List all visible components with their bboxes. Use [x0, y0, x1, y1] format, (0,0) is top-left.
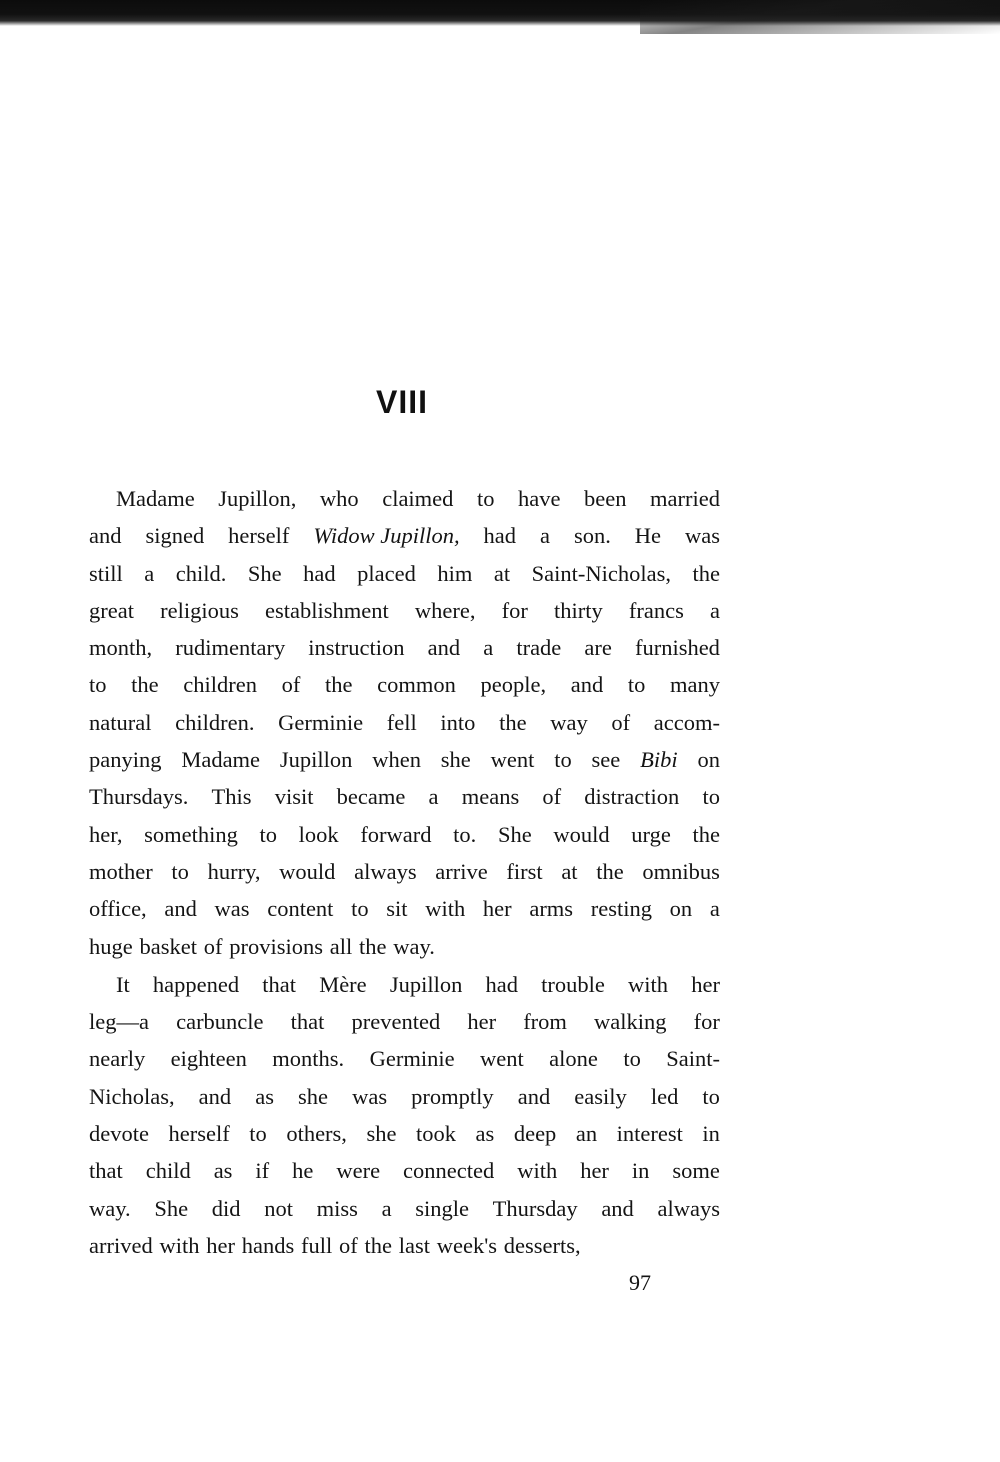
word: of	[611, 709, 631, 735]
word: Thursday	[492, 1195, 578, 1221]
word: her	[482, 896, 512, 922]
word: as	[213, 1158, 233, 1184]
word: where,	[414, 597, 476, 623]
body-text	[89, 480, 720, 1264]
word: means	[461, 784, 520, 810]
word: interest	[616, 1121, 683, 1147]
word: She	[154, 1195, 189, 1221]
word: for	[693, 1009, 720, 1035]
word: furnished	[634, 635, 720, 661]
word: Nicholas,	[89, 1083, 175, 1109]
word: provisions	[229, 933, 323, 959]
word: was	[352, 1083, 388, 1109]
text-line	[89, 1227, 720, 1264]
word: her	[580, 1158, 609, 1184]
chapter-title: VIII	[375, 384, 428, 420]
word: and	[601, 1195, 634, 1221]
word: child.	[175, 560, 227, 586]
word: a	[710, 597, 720, 623]
word: of	[542, 784, 562, 810]
word: religious	[160, 597, 239, 623]
word: Jupillon,	[218, 486, 297, 511]
text-line	[89, 1190, 720, 1227]
word: herself	[228, 523, 290, 549]
word: She	[247, 560, 282, 586]
word: signed	[145, 523, 205, 549]
word: the	[596, 858, 624, 884]
word: the	[359, 933, 387, 959]
word: been	[584, 486, 627, 511]
word: sit	[386, 896, 408, 922]
word: her	[467, 1009, 497, 1035]
word: son.	[573, 523, 611, 549]
word: way	[550, 709, 588, 735]
word: a	[709, 896, 720, 922]
word: did	[211, 1195, 241, 1221]
word: she	[440, 747, 471, 773]
word: into	[440, 709, 476, 735]
word: walking	[594, 1009, 667, 1035]
word: many	[669, 672, 720, 698]
word: Germinie	[278, 709, 364, 735]
word: to	[702, 784, 720, 810]
word: months.	[272, 1046, 345, 1072]
word: with	[517, 1158, 558, 1184]
word: Madame	[181, 747, 261, 773]
text-line	[89, 1152, 720, 1189]
word: for	[501, 597, 528, 623]
word: still	[89, 560, 123, 586]
word: He	[634, 523, 662, 549]
text-line	[89, 928, 720, 965]
word: not	[264, 1195, 293, 1221]
text-line	[89, 778, 720, 815]
word: arrived	[89, 1232, 153, 1258]
text-line	[89, 1078, 720, 1115]
word: prevented	[351, 1009, 441, 1035]
word: look	[298, 821, 339, 847]
word: would	[553, 821, 610, 847]
word: some	[672, 1158, 720, 1184]
word: children.	[175, 709, 255, 735]
word: the	[324, 672, 353, 698]
word: distraction	[584, 784, 680, 810]
word: her	[691, 971, 720, 997]
word: natural	[89, 709, 152, 735]
word: to	[476, 486, 495, 511]
word: always	[354, 858, 417, 884]
word: went	[479, 1046, 524, 1072]
word: a	[483, 635, 494, 661]
word: with	[159, 1232, 200, 1258]
word: others,	[286, 1121, 347, 1147]
word: mother	[89, 858, 153, 884]
word: Saint-	[666, 1046, 720, 1072]
word: people,	[480, 672, 547, 698]
word: eighteen	[170, 1046, 247, 1072]
word: week's	[436, 1232, 498, 1258]
word: hurry,	[207, 858, 261, 884]
word: to	[702, 1083, 720, 1109]
word: as	[475, 1121, 495, 1147]
word: placed	[357, 560, 416, 586]
word: easily	[574, 1083, 627, 1109]
word: to.	[453, 821, 477, 847]
word: resting	[590, 896, 652, 922]
word: he	[292, 1158, 314, 1184]
paragraph	[89, 480, 720, 965]
word: had	[483, 523, 517, 549]
word: promptly	[411, 1083, 494, 1109]
text-line	[89, 816, 720, 853]
word: thirty	[554, 597, 603, 623]
text-line	[89, 704, 720, 741]
word: the	[499, 709, 527, 735]
word: she	[298, 1083, 329, 1109]
word: from	[523, 1009, 567, 1035]
word: married	[650, 486, 720, 511]
word: the	[364, 1232, 392, 1258]
scan-edge-shadow	[640, 0, 1000, 34]
word: common	[377, 672, 456, 698]
word: to	[171, 858, 189, 884]
word: month,	[89, 635, 153, 661]
word: all	[329, 933, 353, 959]
word: children	[183, 672, 257, 698]
word: and	[427, 635, 461, 661]
word: always	[657, 1195, 720, 1221]
word: to	[623, 1046, 641, 1072]
word: leg—a	[89, 1009, 149, 1035]
word: at	[493, 560, 511, 586]
word: something	[144, 821, 238, 847]
word: fell	[386, 709, 417, 735]
word: she	[366, 1121, 397, 1147]
word: of	[203, 933, 223, 959]
word: on	[669, 896, 693, 922]
word: content	[267, 896, 334, 922]
word: the	[692, 821, 720, 847]
word: led	[650, 1083, 679, 1109]
paragraph	[89, 966, 720, 1264]
word: basket	[139, 933, 197, 959]
word: claimed	[382, 486, 454, 511]
text-line	[89, 890, 720, 927]
word: to	[259, 821, 278, 847]
word: instruction	[308, 635, 405, 661]
word: her	[206, 1232, 235, 1258]
word: alone	[549, 1046, 598, 1072]
word: It	[116, 971, 130, 997]
word: see	[591, 747, 621, 773]
word: who	[319, 486, 359, 511]
word: arms	[529, 896, 574, 922]
word: have	[518, 486, 561, 511]
word: omnibus	[642, 858, 720, 884]
word: an	[575, 1121, 598, 1147]
word: that	[262, 971, 297, 997]
word: Bibi	[640, 747, 678, 773]
word: way.	[393, 933, 435, 959]
word: and	[198, 1083, 232, 1109]
word: a	[381, 1195, 392, 1221]
text-line	[89, 853, 720, 890]
word: the	[131, 672, 159, 698]
word: of	[281, 672, 301, 698]
word: forward	[360, 821, 432, 847]
word: desserts,	[503, 1232, 581, 1258]
word: full	[300, 1232, 333, 1258]
word: deep	[513, 1121, 557, 1147]
word: in	[631, 1158, 650, 1184]
word: Saint-Nicholas,	[531, 560, 671, 586]
word: great	[89, 597, 134, 623]
word: to	[627, 672, 646, 698]
word: herself	[168, 1121, 230, 1147]
word: of	[338, 1232, 358, 1258]
word: trade	[516, 635, 562, 661]
word: miss	[316, 1195, 358, 1221]
word: hands	[241, 1232, 295, 1258]
text-line	[89, 666, 720, 703]
word: a	[428, 784, 439, 810]
word: rudimentary	[175, 635, 286, 661]
word: became	[336, 784, 406, 810]
word: a	[144, 560, 155, 586]
word: took	[416, 1121, 457, 1147]
word: urge	[631, 821, 671, 847]
word: huge	[89, 933, 133, 959]
text-line	[89, 741, 720, 778]
text-line	[89, 480, 720, 517]
page-number: 97	[629, 1270, 651, 1295]
word: that	[290, 1009, 325, 1035]
word: happened	[152, 971, 240, 997]
text-line	[89, 555, 720, 592]
word: visit	[274, 784, 314, 810]
word: Jupillon	[389, 971, 463, 997]
word: went	[490, 747, 535, 773]
word: Madame	[116, 486, 195, 511]
word: trouble	[541, 971, 605, 997]
word: on	[697, 747, 720, 773]
word: to	[554, 747, 572, 773]
word: Mère	[319, 971, 367, 997]
word: Jupillon	[279, 747, 353, 773]
word: devote	[89, 1121, 149, 1147]
word: child	[145, 1158, 191, 1184]
word: and	[164, 896, 197, 922]
word: single	[415, 1195, 469, 1221]
word: her,	[89, 821, 123, 847]
word: that	[89, 1158, 123, 1184]
word: a	[539, 523, 550, 549]
text-line	[89, 1115, 720, 1152]
word: establishment	[265, 597, 389, 623]
word: was	[214, 896, 250, 922]
text-line	[89, 1040, 720, 1077]
word: first	[506, 858, 543, 884]
word: This	[211, 784, 252, 810]
word: way.	[89, 1195, 131, 1221]
word: nearly	[89, 1046, 146, 1072]
text-line	[89, 1003, 720, 1040]
word: were	[336, 1158, 381, 1184]
text-line	[89, 629, 720, 666]
word: office,	[89, 896, 147, 922]
word: Widow Jupillon,	[313, 523, 460, 549]
word: to	[89, 672, 107, 698]
text-line	[89, 592, 720, 629]
word: had	[485, 971, 518, 997]
word: are	[584, 635, 612, 661]
word: would	[279, 858, 336, 884]
word: in	[702, 1121, 720, 1147]
word: with	[425, 896, 466, 922]
word: and	[517, 1083, 551, 1109]
word: arrive	[435, 858, 488, 884]
word: Thursdays.	[89, 784, 189, 810]
word: to	[351, 896, 369, 922]
word: at	[561, 858, 578, 884]
word: accom-	[653, 709, 720, 735]
word: to	[249, 1121, 267, 1147]
word: and	[89, 523, 122, 549]
word: carbuncle	[176, 1009, 264, 1035]
word: was	[684, 523, 720, 549]
word: when	[372, 747, 421, 773]
text-line	[89, 966, 720, 1003]
word: Germinie	[369, 1046, 455, 1072]
word: last	[398, 1232, 430, 1258]
word: with	[628, 971, 669, 997]
word: francs	[628, 597, 684, 623]
word: She	[497, 821, 532, 847]
word: connected	[403, 1158, 495, 1184]
word: panying	[89, 747, 162, 773]
word: had	[303, 560, 336, 586]
word: the	[692, 560, 720, 586]
word: if	[255, 1158, 270, 1184]
word: and	[570, 672, 604, 698]
word: as	[255, 1083, 274, 1109]
text-line	[89, 517, 720, 554]
word: him	[437, 560, 473, 586]
